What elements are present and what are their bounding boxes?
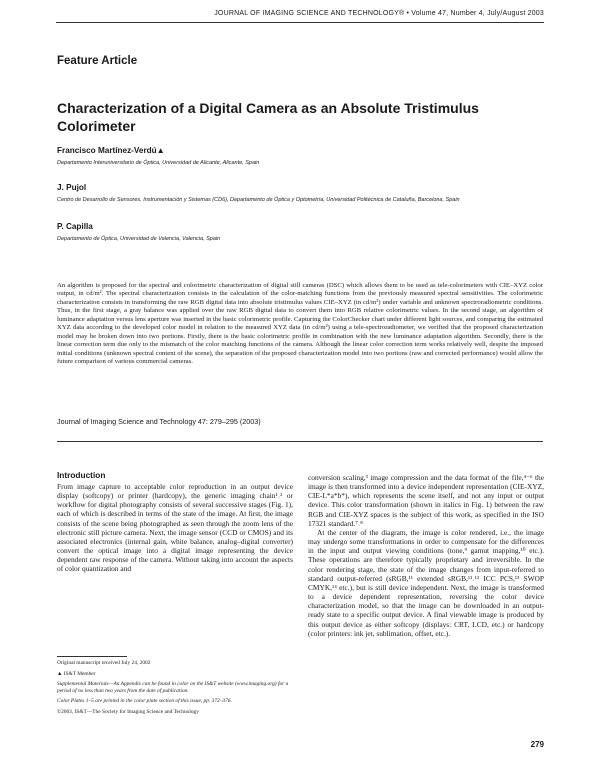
supplemental-note: Supplemental Materials—An Appendix can be found in color on the IS&T website (www.imaging.org) for a period of no less than two years from the date of publication. <box>57 681 289 694</box>
member-note: ▲ IS&T Member <box>57 670 96 677</box>
running-head: JOURNAL OF IMAGING SCIENCE AND TECHNOLOGY® • Volume 47, Number 4, July/August 2003 <box>214 10 544 17</box>
body-paragraph: From image capture to acceptable color reproduction in an output device display (softcopy) or printer (hardcopy), the generic imaging chain¹˒² or workflow for digital photography consists of several successive stages (Fig. 1), each of which is described in terms of the state of the image. At first, the image consists of the scene being photographed as seen through the zoom lens of the electronic still picture camera. Next, the image sensor (CCD or CMOS) and its associated electronics (internal gain, white balance, analog–digital converter) convert the optical image into a digital image representing the device dependent raw response of the camera. Without taking into account the aspects of color quantization and <box>57 482 293 574</box>
received-note: Original manuscript received July 24, 2002 <box>57 660 151 666</box>
author-affiliation: Departamento de Óptica, Universidad de Valencia, Valencia, Spain <box>57 236 221 242</box>
header-rule <box>56 22 544 23</box>
author-name: J. Pujol <box>57 183 87 192</box>
footnote-rule <box>57 656 127 657</box>
left-column <box>57 470 293 574</box>
footnotes <box>57 656 293 720</box>
citation: Journal of Imaging Science and Technology 47: 279–295 (2003) <box>57 417 261 426</box>
body-paragraph: conversion scaling,³ image compression and the data format of the file,⁴⁻⁶ the image is then transformed into a device independent representation (CIE-XYZ, CIE-L*a*b*), which represents the scene itself, and not any input or output device. This color transformation (shown in italics in Fig. 1) between the raw RGB and CIE-XYZ spaces is the subject of this work, as specified in the ISO 17321 standard.⁷˒⁸ <box>308 473 544 528</box>
author-affiliation: Departamento Interuniversitario de Óptica, Universidad de Alicante, Alicante, Spain <box>57 160 260 166</box>
section-heading: Introduction <box>57 470 106 480</box>
author-affiliation: Centro de Desarrollo de Sensores, Instrumentación y Sistemas (CD6), Departamento de Óptica y Optometría, Universidad Politécnica de Cataluña, Barcelona, Spain <box>57 197 460 203</box>
author-name: P. Capilla <box>57 222 93 231</box>
page-number: 279 <box>530 740 544 749</box>
article-title: Characterization of a Digital Camera as an Absolute Tristimulus Colorimeter <box>57 100 479 134</box>
section-label: Feature Article <box>57 55 138 67</box>
copyright-note: ©2003, IS&T—The Society for Imaging Science and Technology <box>57 708 199 715</box>
body-paragraph: At the center of the diagram, the image is color rendered, i.e., the image may undergo some transformations in order to compensate for the differences in the input and output viewing conditions (tone,⁹ gamut mapping,¹⁰ etc.). These operations are therefore typically proprietary and irreversible. In the color rendering stage, the state of the image changes from input-referred to standard output-referred (sRGB,¹¹ extended sRGB,¹¹˒¹² ICC PCS,¹³ SWOP CMYK,¹⁴ etc.), but is still device independent. Next, the image is transformed to a device dependent representation, reversing the color device characterization model, so that the image can be downloaded in an output-ready state to a specific output device. A final viewable image is produced by this output device as either softcopy (displays: CRT, LCD, etc.) or hardcopy (color printers: ink jet, sublimation, offset, etc.). <box>308 527 544 638</box>
color-plates-note: Color Plates 1–5 are printed in the color plate section of this issue, pp. 372–376. <box>57 698 232 705</box>
abstract-rule <box>57 441 543 442</box>
abstract: An algorithm is proposed for the spectral and colorimetric characterization of digital still cameras (DSC) which allows them to be used as tele-colorimeters with CIE–XYZ color output, in cd/m². The spectral characterization consists in the calculation of the color-matching functions from the previously measured spectral sensitivities. The colorimetric characterization consists in transforming the raw RGB digital data into absolute tristimulus values CIE–XYZ (in cd/m²) under variable and unknown spectroradiometric conditions. Thus, in the first stage, a gray balance was applied over the raw RGB digital data to convert them into RGB relative colorimetric values. In the second stage, an algorithm of luminance adaptation versus lens aperture was inserted in the basic colorimetric profile. Capturing the ColorChecker chart under different light sources, and comparing the estimated XYZ data according to the developed color model in relation to the measured XYZ data (in cd/m²) using a tele-spectroradiometer, we verified that the proposed characterization model may be broken down into two portions. Firstly, there is the basic colorimetric profile in combination with the new luminance adaptation algorithm. Secondly, there is the linear correction term due only to the mismatch of the color matching functions of the camera. Although the linear color correction term works relatively well, despite the imposed initial conditions (unknown spectral content of the scene), the separation of the proposed characterization model into two portions (raw and corrected performance) would allow the future comparison of various commercial cameras. <box>57 282 543 366</box>
right-column <box>308 473 544 638</box>
author-name: Francisco Martínez-Verdú▲ <box>57 146 165 155</box>
